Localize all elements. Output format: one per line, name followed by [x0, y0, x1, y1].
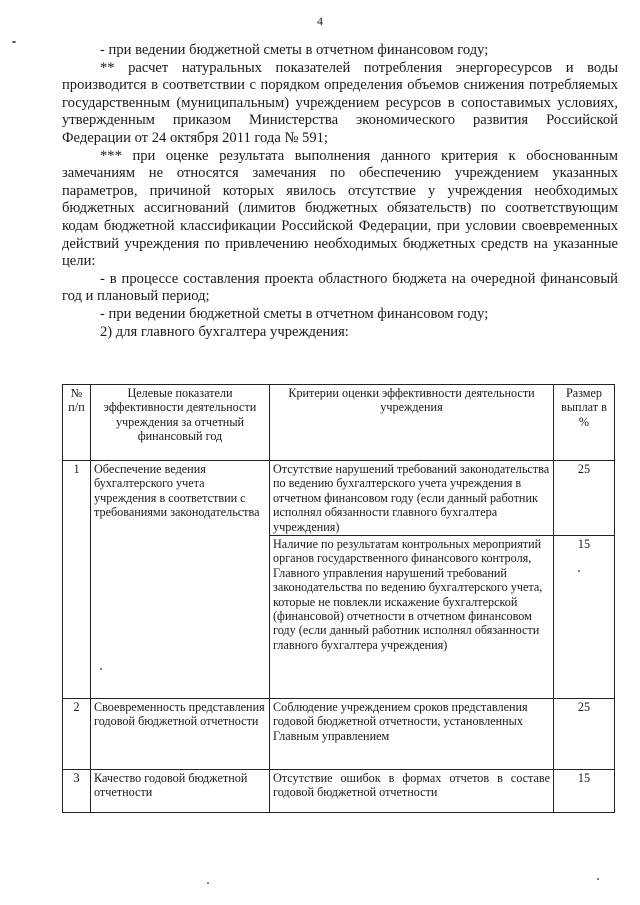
paragraph-footnote-3: *** при оценке результата выполнения данного критерия к обоснованным замечаниям не относятся замечания по обеспечению учреждением указанных параметров, причиной которых явилось отсутствие у учреждения необходимых бюджетных ассигнований (лимитов бюджетных обязательств) по соответствующим кодам бюджетной классификации Российской Федерации, при условии своевременных действий учреждения по привлечению необходимых бюджетных средств на указанные цели: — [62, 147, 618, 270]
row-criteria: Соблюдение учреждением сроков представления годовой бюджетной отчетности, установленных Главным управлением — [270, 699, 554, 770]
header-size: Размер выплат в % — [554, 385, 615, 461]
scan-mark — [100, 668, 102, 670]
row-num: 2 — [63, 699, 91, 770]
header-num: № п/п — [63, 385, 91, 461]
header-indicator: Целевые показатели эффективности деятельности учреждения за отчетный финансовый год — [91, 385, 270, 461]
header-criteria: Критерии оценки эффективности деятельности учреждения — [270, 385, 554, 461]
table-row — [63, 461, 615, 536]
scan-mark — [12, 41, 16, 43]
paragraph-budget-estimate: - при ведении бюджетной сметы в отчетном финансовом году; — [100, 42, 489, 58]
row-criteria: Отсутствие нарушений требований законодательства по ведению бухгалтерского учета учреждения в отчетном финансовом году (если данный работник исполнял обязанности главного бухгалтера учреждения) — [270, 461, 554, 536]
scan-mark — [207, 882, 209, 884]
row-criteria: Отсутствие ошибок в формах отчетов в составе годовой бюджетной отчетности — [270, 770, 554, 813]
criteria-table — [62, 384, 615, 813]
row-indicator: Своевременность представления годовой бюджетной отчетности — [91, 699, 270, 770]
row-num: 1 — [63, 461, 91, 699]
row-size: 15 — [554, 536, 615, 699]
paragraph-list-item-1: - в процессе составления проекта областного бюджета на очередной финансовый год и плановый период; — [62, 270, 618, 305]
paragraph-section-heading: 2) для главного бухгалтера учреждения: — [100, 323, 349, 340]
scan-mark — [578, 570, 580, 572]
row-indicator: Качество годовой бюджетной отчетности — [91, 770, 270, 813]
row-size: 25 — [554, 461, 615, 536]
row-num: 3 — [63, 770, 91, 813]
paragraph-footnote-2: ** расчет натуральных показателей потребления энергоресурсов и воды производится в соответствии с порядком определения объемов снижения потребляемых государственным (муниципальным) учреждением ресурсов в сопоставимых условиях, утвержденным приказом Министерства экономического развития Российской Федерации от 24 октября 2011 года № 591; — [62, 59, 618, 146]
paragraph-list-item-2: - при ведении бюджетной сметы в отчетном финансовом году; — [100, 305, 489, 322]
row-size: 25 — [554, 699, 615, 770]
row-criteria: Наличие по результатам контрольных мероприятий органов государственного финансового контроля, Главного управления нарушений требований законодательства по ведению бухгалтерского учета, которые не повлекли искажение бухгалтерской (финансовой) отчетности в отчетном финансовом году (если данный работник исполнял обязанности главного бухгалтера учреждения) — [270, 536, 554, 699]
page-number: 4 — [317, 14, 323, 28]
table-header-row — [63, 385, 615, 461]
table-row — [63, 770, 615, 813]
row-size: 15 — [554, 770, 615, 813]
body-text — [62, 42, 618, 341]
row-indicator: Обеспечение ведения бухгалтерского учета учреждения в соответствии с требованиями законодательства — [91, 461, 270, 699]
table-row — [63, 699, 615, 770]
scan-mark — [597, 878, 599, 880]
